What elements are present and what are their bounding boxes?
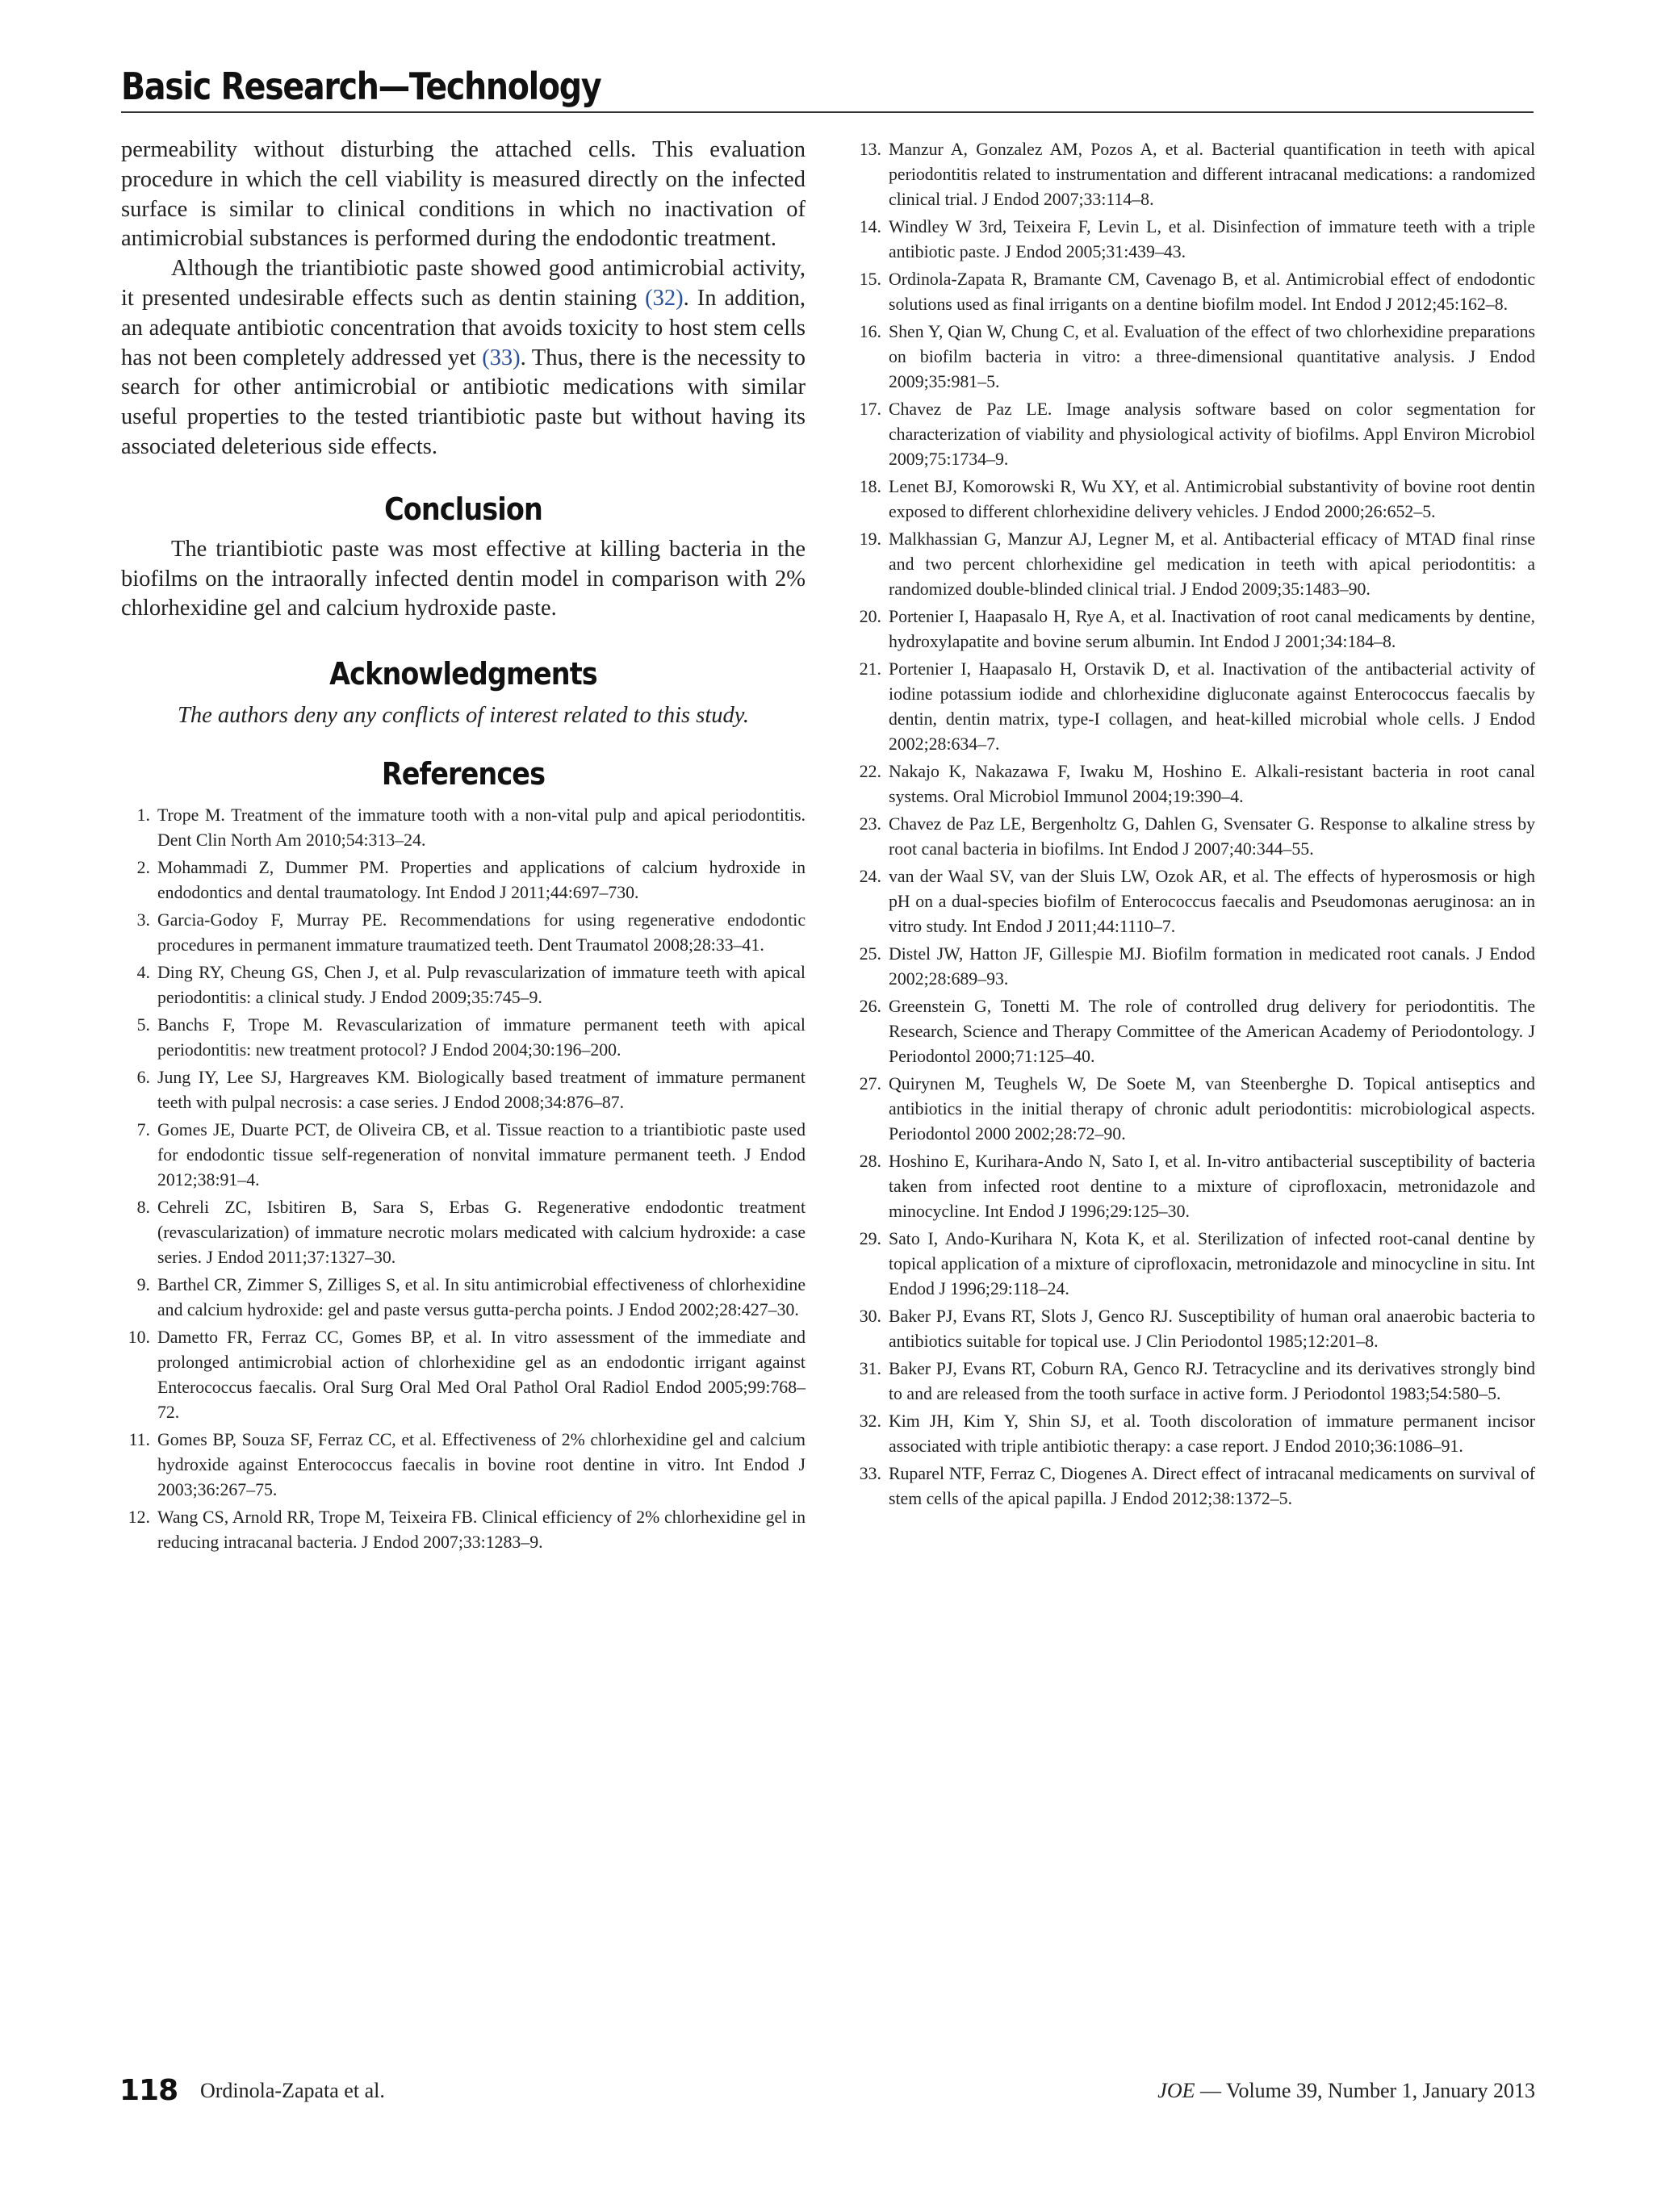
reference-item: [852, 994, 1535, 1069]
reference-text: Nakajo K, Nakazawa F, Iwaku M, Hoshino E. Alkali-resistant bacteria in root canal systems. Oral Microbiol Immunol 2004;19:390–4.: [889, 762, 1535, 806]
reference-number: 31.: [859, 1359, 881, 1378]
reference-text: Banchs F, Trope M. Revascularization of immature permanent teeth with apical periodontitis: new treatment protocol? J Endod 2004;30:196–200.: [157, 1015, 806, 1060]
reference-number: 19.: [859, 529, 881, 549]
references-heading: References: [381, 756, 546, 792]
conclusion-text: The triantibiotic paste was most effective at killing bacteria in the biofilms on the intraorally infected dentin model in comparison with 2% chlorhexidine gel and calcium hydroxide paste.: [121, 536, 806, 621]
reference-number: 30.: [859, 1307, 881, 1326]
reference-number: 1.: [136, 805, 150, 826]
reference-item: [121, 855, 806, 905]
reference-item: [852, 320, 1535, 395]
para2-text-2: . In addition, an adequate antibiotic concentration that avoids toxicity to host stem cells has not been completely addressed yet: [121, 285, 806, 370]
reference-text: Ding RY, Cheung GS, Chen J, et al. Pulp revascularization of immature teeth with apical periodontitis: a clinical study. J Endod 2009;35:745–9.: [157, 963, 806, 1008]
reference-text: Chavez de Paz LE. Image analysis software based on color segmentation for characterization of viability and physiological activity of biofilms. Appl Environ Microbiol 2009;75:1734–9.: [889, 399, 1535, 469]
reference-item: [121, 803, 806, 853]
reference-text: Malkhassian G, Manzur AJ, Legner M, et al. Antibacterial efficacy of MTAD final rinse and two percent chlorhexidine gel medication in teeth with apical periodontitis: a randomized double-blinded clinical trial. J Endod 2009;35:1483–90.: [889, 529, 1535, 599]
reference-item: [852, 1304, 1535, 1354]
reference-number: 12.: [128, 1507, 150, 1528]
reference-item: [121, 1118, 806, 1193]
reference-number: 10.: [128, 1328, 150, 1348]
reference-number: 7.: [136, 1120, 150, 1140]
reference-text: Trope M. Treatment of the immature tooth with a non-vital pulp and apical periodontitis. Dent Clin North Am 2010;54:313–24.: [157, 805, 806, 851]
reference-item: [852, 1072, 1535, 1147]
body-paragraph-2: [121, 254, 806, 462]
reference-item: [852, 397, 1535, 472]
reference-item: [852, 137, 1535, 212]
reference-number: 4.: [136, 963, 150, 983]
reference-text: Distel JW, Hatton JF, Gillespie MJ. Biofilm formation in medicated root canals. J Endod 2002;28:689–93.: [889, 944, 1535, 989]
reference-text: Sato I, Ando-Kurihara N, Kota K, et al. Sterilization of infected root-canal dentine by topical application of a mixture of ciprofloxacin, metronidazole and minocycline in situ. Int Endod J 1996;29:118–24.: [889, 1229, 1535, 1298]
reference-item: [852, 1357, 1535, 1407]
reference-number: 27.: [859, 1074, 881, 1093]
reference-item: [852, 657, 1535, 757]
references-list-left: [121, 803, 806, 1555]
left-column: [121, 136, 806, 1558]
reference-number: 22.: [859, 762, 881, 781]
reference-item: [852, 215, 1535, 265]
reference-number: 11.: [128, 1430, 150, 1450]
citation-link-32[interactable]: (32): [645, 285, 684, 311]
body-paragraph-1: permeability without disturbing the attached cells. This evaluation procedure in which the cell viability is measured directly on the infected surface is similar to clinical conditions in which no inactivation of antimicrobial substances is performed during the endodontic treatment.: [121, 137, 806, 252]
reference-number: 29.: [859, 1229, 881, 1248]
reference-text: Ordinola-Zapata R, Bramante CM, Cavenago B, et al. Antimicrobial effect of endodontic solutions used as final irrigants on a dentine biofilm model. Int Endod J 2012;45:162–8.: [889, 270, 1535, 314]
reference-item: [121, 1013, 806, 1063]
reference-text: Dametto FR, Ferraz CC, Gomes BP, et al. In vitro assessment of the immediate and prolonged antimicrobial action of chlorhexidine gel as an endodontic irrigant against Enterococcus faecalis. Oral Surg Oral Med Oral Pathol Oral Radiol Endod 2005;99:768–72.: [157, 1328, 806, 1423]
right-column: [852, 137, 1535, 1514]
reference-text: Barthel CR, Zimmer S, Zilliges S, et al. In situ antimicrobial effectiveness of chlorhexidine and calcium hydroxide: gel and paste versus gutta-percha points. J Endod 2002;28:427–30.: [157, 1275, 806, 1320]
reference-item: [852, 1227, 1535, 1302]
journal-abbrev: JOE: [1157, 2079, 1195, 2102]
reference-item: [852, 864, 1535, 939]
reference-item: [121, 1428, 806, 1503]
reference-text: Hoshino E, Kurihara-Ando N, Sato I, et al. In-vitro antibacterial susceptibility of bacteria taken from infected root dentine to a mixture of ciprofloxacin, metronidazole and minocycline. Int Endod J 1996;29:125–30.: [889, 1152, 1535, 1221]
reference-number: 21.: [859, 659, 881, 679]
reference-item: [852, 604, 1535, 654]
reference-number: 16.: [859, 322, 881, 341]
reference-number: 14.: [859, 217, 881, 236]
reference-item: [121, 1195, 806, 1270]
running-author: Ordinola-Zapata et al.: [200, 2079, 385, 2102]
journal-volume: — Volume 39, Number 1, January 2013: [1195, 2079, 1535, 2102]
reference-number: 2.: [136, 858, 150, 878]
reference-item: [121, 1065, 806, 1115]
reference-item: [852, 1461, 1535, 1512]
reference-text: Ruparel NTF, Ferraz C, Diogenes A. Direct effect of intracanal medicaments on survival of stem cells of the apical papilla. J Endod 2012;38:1372–5.: [889, 1464, 1535, 1508]
reference-number: 28.: [859, 1152, 881, 1171]
page-number: 118: [119, 2074, 178, 2107]
reference-number: 24.: [859, 867, 881, 886]
journal-citation: [1157, 2079, 1535, 2103]
acknowledgments-text: The authors deny any conflicts of interest related to this study.: [178, 703, 749, 729]
reference-item: [121, 1273, 806, 1323]
reference-number: 3.: [136, 910, 150, 930]
reference-number: 18.: [859, 477, 881, 496]
reference-number: 6.: [136, 1068, 150, 1088]
reference-item: [852, 475, 1535, 525]
reference-text: Quirynen M, Teughels W, De Soete M, van Steenberghe D. Topical antiseptics and antibiotics in the initial therapy of chronic adult periodontitis: microbiological aspects. Periodontol 2000 2002;28:72–90.: [889, 1074, 1535, 1144]
reference-text: Kim JH, Kim Y, Shin SJ, et al. Tooth discoloration of immature permanent incisor associated with triple antibiotic therapy: a case report. J Endod 2010;36:1086–91.: [889, 1411, 1535, 1456]
reference-number: 25.: [859, 944, 881, 964]
reference-text: Baker PJ, Evans RT, Slots J, Genco RJ. Susceptibility of human oral anaerobic bacteria to antibiotics suitable for topical use. J Clin Periodontol 1985;12:201–8.: [889, 1307, 1535, 1351]
reference-text: Baker PJ, Evans RT, Coburn RA, Genco RJ. Tetracycline and its derivatives strongly bind to and are released from the tooth surface in active form. J Periodontol 1983;54:580–5.: [889, 1359, 1535, 1403]
section-title: Basic Research—Technology: [121, 65, 601, 108]
reference-item: [852, 1409, 1535, 1459]
reference-text: Shen Y, Qian W, Chung C, et al. Evaluation of the effect of two chlorhexidine preparations on biofilm bacteria in vitro: a three-dimensional quantitative analysis. J Endod 2009;35:981–5.: [889, 322, 1535, 391]
reference-item: [121, 1325, 806, 1425]
reference-item: [852, 1149, 1535, 1224]
reference-item: [852, 759, 1535, 809]
reference-number: 23.: [859, 814, 881, 834]
reference-text: Wang CS, Arnold RR, Trope M, Teixeira FB. Clinical efficiency of 2% chlorhexidine gel in reducing intracanal bacteria. J Endod 2007;33:1283–9.: [157, 1507, 806, 1553]
para2-text-3: . Thus, there is the necessity to search for other antimicrobial or antibiotic medications with similar useful properties to the tested triantibiotic paste but without having its associated deleterious side effects.: [121, 345, 806, 459]
reference-number: 13.: [859, 140, 881, 159]
reference-number: 15.: [859, 270, 881, 289]
citation-link-33[interactable]: (33): [482, 345, 521, 370]
acknowledgments-heading: Acknowledgments: [329, 656, 597, 692]
title-divider: [121, 111, 1534, 113]
reference-text: Manzur A, Gonzalez AM, Pozos A, et al. Bacterial quantification in teeth with apical periodontitis related to instrumentation and different intracanal medications: a randomized clinical trial. J Endod 2007;33:114–8.: [889, 140, 1535, 209]
reference-text: Cehreli ZC, Isbitiren B, Sara S, Erbas G. Regenerative endodontic treatment (revascularization) of immature necrotic molars medicated with calcium hydroxide: a case series. J Endod 2011;37:1327–30.: [157, 1198, 806, 1268]
reference-item: [852, 812, 1535, 862]
reference-item: [121, 1505, 806, 1555]
reference-text: van der Waal SV, van der Sluis LW, Ozok AR, et al. The effects of hyperosmosis or high pH on a dual-species biofilm of Enterococcus faecalis and Pseudomonas aeruginosa: an in vitro study. Int Endod J 2011;44:1110–7.: [889, 867, 1535, 936]
reference-text: Mohammadi Z, Dummer PM. Properties and applications of calcium hydroxide in endodontics and dental traumatology. Int Endod J 2011;44:697–730.: [157, 858, 806, 903]
reference-number: 32.: [859, 1411, 881, 1431]
reference-item: [852, 942, 1535, 992]
para2-text-1: Although the triantibiotic paste showed good antimicrobial activity, it presented undesirable effects such as dentin staining: [121, 256, 806, 311]
reference-text: Gomes JE, Duarte PCT, de Oliveira CB, et al. Tissue reaction to a triantibiotic paste used for endodontic tissue self-regeneration of nonvital immature permanent teeth. J Endod 2012;38:91–4.: [157, 1120, 806, 1190]
reference-number: 8.: [136, 1198, 150, 1218]
reference-text: Portenier I, Haapasalo H, Orstavik D, et al. Inactivation of the antibacterial activity of iodine potassium iodide and chlorhexidine digluconate against Enterococcus faecalis by dentin, dentin matrix, type-I collagen, and heat-killed microbial whole cells. J Endod 2002;28:634–7.: [889, 659, 1535, 754]
reference-text: Chavez de Paz LE, Bergenholtz G, Dahlen G, Svensater G. Response to alkaline stress by root canal bacteria in biofilms. Int Endod J 2007;40:344–55.: [889, 814, 1535, 859]
reference-text: Garcia-Godoy F, Murray PE. Recommendations for using regenerative endodontic procedures in permanent immature traumatized teeth. Dent Traumatol 2008;28:33–41.: [157, 910, 806, 955]
reference-item: [121, 960, 806, 1010]
conclusion-heading: Conclusion: [384, 491, 542, 527]
reference-item: [121, 908, 806, 958]
reference-item: [852, 527, 1535, 602]
reference-number: 26.: [859, 997, 881, 1016]
reference-item: [852, 267, 1535, 317]
reference-number: 5.: [136, 1015, 150, 1035]
reference-text: Jung IY, Lee SJ, Hargreaves KM. Biologically based treatment of immature permanent teeth with pulpal necrosis: a case series. J Endod 2008;34:876–87.: [157, 1068, 806, 1113]
reference-text: Greenstein G, Tonetti M. The role of controlled drug delivery for periodontitis. The Research, Science and Therapy Committee of the American Academy of Periodontology. J Periodontol 2000;71:125–40.: [889, 997, 1535, 1066]
reference-number: 20.: [859, 607, 881, 626]
reference-text: Windley W 3rd, Teixeira F, Levin L, et al. Disinfection of immature teeth with a triple antibiotic paste. J Endod 2005;31:439–43.: [889, 217, 1535, 261]
reference-number: 17.: [859, 399, 881, 419]
reference-number: 33.: [859, 1464, 881, 1483]
references-list-right: [852, 137, 1535, 1512]
reference-number: 9.: [136, 1275, 150, 1295]
reference-text: Portenier I, Haapasalo H, Rye A, et al. Inactivation of root canal medicaments by dentine, hydroxylapatite and bovine serum albumin. Int Endod J 2001;34:184–8.: [889, 607, 1535, 651]
reference-text: Lenet BJ, Komorowski R, Wu XY, et al. Antimicrobial substantivity of bovine root dentin exposed to different chlorhexidine delivery vehicles. J Endod 2000;26:652–5.: [889, 477, 1535, 521]
reference-text: Gomes BP, Souza SF, Ferraz CC, et al. Effectiveness of 2% chlorhexidine gel and calcium hydroxide against Enterococcus faecalis in bovine root dentine in vitro. Int Endod J 2003;36:267–75.: [157, 1430, 806, 1500]
